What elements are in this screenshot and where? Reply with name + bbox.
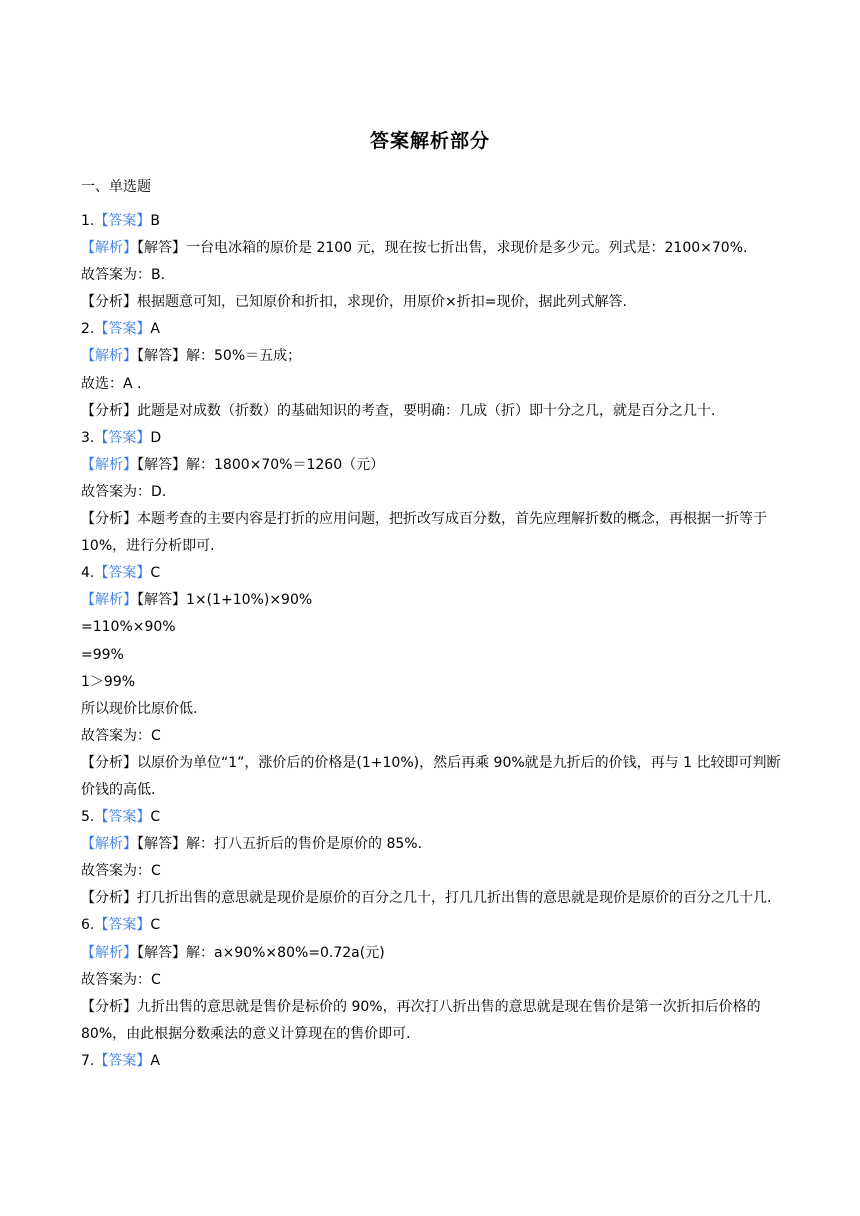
question-number: 7. bbox=[81, 1052, 95, 1069]
answer-content bbox=[81, 208, 781, 1075]
question-4-step: 所以现价比原价低. bbox=[81, 700, 198, 717]
solution-text: 一台电冰箱的原价是 2100 元，现在按七折出售，求现价是多少元。列式是：2100×70%. bbox=[186, 240, 748, 257]
remark-text: 根据题意可知，已知原价和折扣，求现价，用原价×折扣=现价，据此列式解答. bbox=[137, 294, 627, 311]
question-2-remark bbox=[81, 398, 781, 425]
question-2-answer bbox=[81, 316, 781, 343]
question-5-solution bbox=[81, 831, 781, 858]
page-title: 答案解析部分 bbox=[369, 130, 490, 152]
question-5-conclusion: 故答案为：C bbox=[81, 863, 161, 880]
remark-label: 【分析】 bbox=[81, 754, 137, 771]
solution-label: 【解答】 bbox=[137, 348, 186, 365]
question-1-conclusion: 故答案为：B. bbox=[81, 267, 166, 284]
answer-label: 【答案】 bbox=[94, 429, 151, 446]
analysis-label: 【解析】 bbox=[81, 456, 137, 473]
question-7-answer bbox=[81, 1048, 781, 1075]
question-6-conclusion: 故答案为：C bbox=[81, 971, 161, 988]
question-number: 5. bbox=[81, 809, 95, 826]
solution-label: 【解答】 bbox=[137, 592, 186, 609]
remark-text: 九折出售的意思就是售价是标价的 90%，再次打八折出售的意思就是现在售价是第一次折扣后价格的 80%，由此根据分数乘法的意义计算现在的售价即可. bbox=[81, 998, 761, 1042]
question-5-remark bbox=[81, 885, 781, 912]
remark-text: 打几折出售的意思就是现价是原价的百分之几十，打几几折出售的意思就是现价是原价的百分之几十几. bbox=[137, 890, 772, 907]
answer-value: C bbox=[150, 565, 161, 582]
answer-value: A bbox=[150, 321, 160, 338]
question-3-answer bbox=[81, 425, 781, 452]
analysis-label: 【解析】 bbox=[81, 592, 137, 609]
solution-text: 1×(1+10%)×90% bbox=[186, 592, 313, 609]
answer-value: C bbox=[150, 809, 161, 826]
question-3-conclusion: 故答案为：D. bbox=[81, 483, 167, 500]
question-number: 2. bbox=[81, 321, 95, 338]
question-4-step: =110%×90% bbox=[81, 619, 176, 636]
answer-label: 【答案】 bbox=[94, 809, 151, 826]
question-2-solution bbox=[81, 343, 781, 370]
analysis-label: 【解析】 bbox=[81, 240, 137, 257]
solution-text: 解：a×90%×80%=0.72a(元) bbox=[186, 944, 385, 961]
solution-text: 解：50%＝五成； bbox=[186, 348, 302, 365]
solution-label: 【解答】 bbox=[137, 944, 186, 961]
solution-text: 解：1800×70%＝1260（元） bbox=[186, 456, 385, 473]
question-number: 6. bbox=[81, 917, 95, 934]
analysis-label: 【解析】 bbox=[81, 944, 137, 961]
answer-label: 【答案】 bbox=[94, 917, 151, 934]
remark-text: 以原价为单位“1”，涨价后的价格是(1+10%)，然后再乘 90%就是九折后的价钱，再与 1 比较即可判断价钱的高低. bbox=[81, 754, 781, 798]
answer-value: A bbox=[150, 1052, 160, 1069]
question-4-remark bbox=[81, 750, 781, 804]
solution-label: 【解答】 bbox=[137, 836, 186, 853]
analysis-label: 【解析】 bbox=[81, 836, 137, 853]
answer-value: C bbox=[150, 917, 161, 934]
answer-value: B bbox=[150, 213, 160, 229]
question-6-solution bbox=[81, 940, 781, 967]
question-number: 4. bbox=[81, 565, 95, 582]
question-number: 3. bbox=[81, 429, 95, 446]
question-2-conclusion: 故选：A . bbox=[81, 375, 142, 392]
question-3-solution bbox=[81, 452, 781, 479]
section-heading: 一、单选题 bbox=[81, 179, 151, 195]
question-4-step: =99% bbox=[81, 646, 124, 663]
remark-text: 本题考查的主要内容是打折的应用问题，把折改写成百分数，首先应理解折数的概念，再根据一折等于 10%，进行分析即可. bbox=[81, 511, 767, 555]
answer-label: 【答案】 bbox=[94, 565, 151, 582]
question-1-solution bbox=[81, 235, 781, 262]
remark-label: 【分析】 bbox=[81, 294, 137, 311]
question-6-answer bbox=[81, 912, 781, 939]
question-4-conclusion: 故答案为：C bbox=[81, 727, 161, 744]
question-4-step: 1＞99% bbox=[81, 673, 136, 690]
remark-label: 【分析】 bbox=[81, 402, 137, 419]
answer-value: D bbox=[150, 429, 162, 446]
answer-label: 【答案】 bbox=[94, 1052, 151, 1069]
question-1-remark bbox=[81, 289, 781, 316]
question-number: 1. bbox=[81, 213, 95, 229]
question-6-remark bbox=[81, 994, 781, 1048]
remark-label: 【分析】 bbox=[81, 998, 137, 1015]
question-1-answer bbox=[81, 208, 781, 235]
question-4-answer bbox=[81, 560, 781, 587]
analysis-label: 【解析】 bbox=[81, 348, 137, 365]
remark-text: 此题是对成数（折数）的基础知识的考查，要明确：几成（折）即十分之几，就是百分之几十. bbox=[137, 402, 716, 419]
remark-label: 【分析】 bbox=[81, 511, 137, 528]
question-4-solution bbox=[81, 587, 781, 614]
question-3-remark bbox=[81, 506, 781, 560]
solution-label: 【解答】 bbox=[137, 240, 186, 257]
solution-text: 解：打八五折后的售价是原价的 85%. bbox=[186, 836, 423, 853]
remark-label: 【分析】 bbox=[81, 890, 137, 907]
question-5-answer bbox=[81, 804, 781, 831]
answer-label: 【答案】 bbox=[94, 321, 151, 338]
solution-label: 【解答】 bbox=[137, 456, 186, 473]
answer-label: 【答案】 bbox=[94, 213, 151, 229]
